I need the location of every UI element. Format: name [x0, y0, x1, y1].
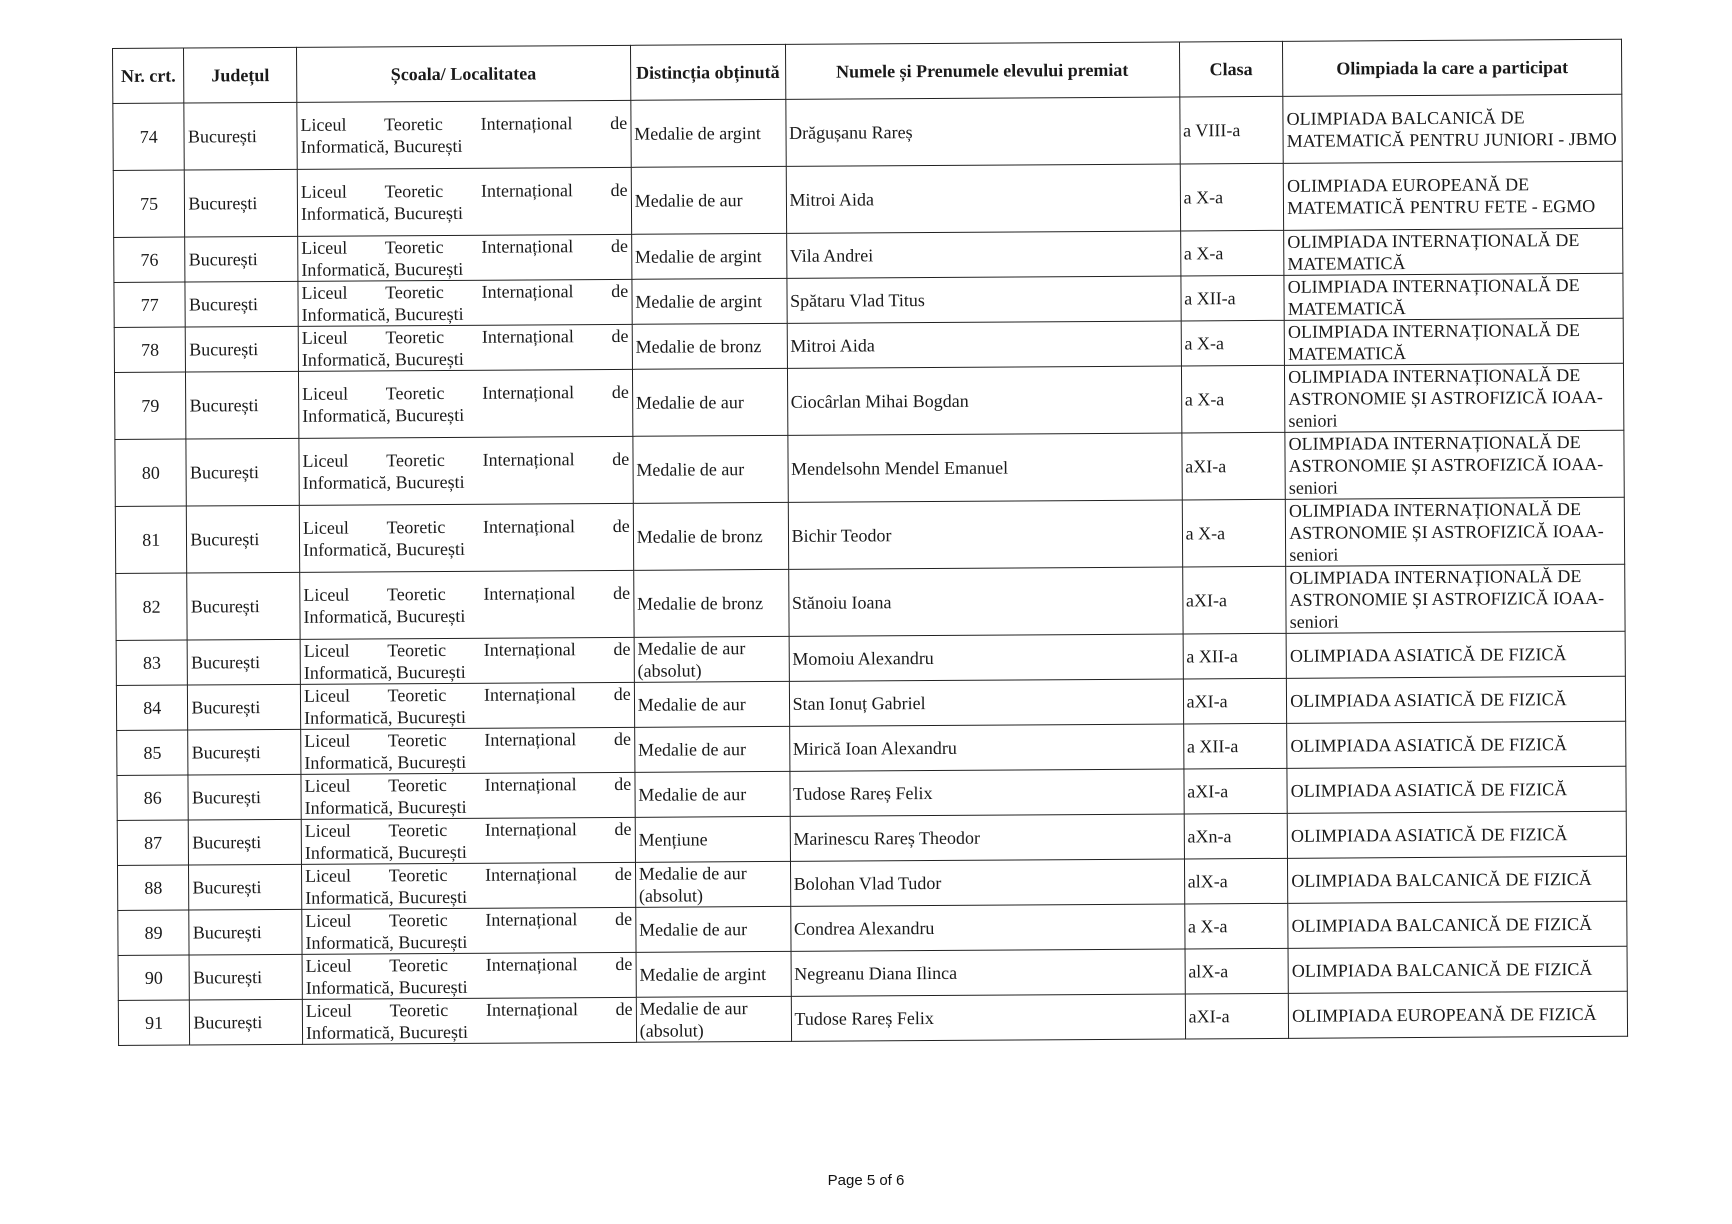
school-line-1	[306, 998, 633, 1022]
cell-nume: Mitroi Aida	[786, 164, 1180, 233]
cell-scoala	[298, 234, 632, 281]
school-word-2: Teoretic	[389, 999, 449, 1021]
table-body	[113, 94, 1628, 1045]
cell-judet: București	[189, 819, 302, 865]
school-word-1: Liceul	[302, 383, 349, 404]
cell-clasa: a XII-a	[1181, 275, 1285, 321]
school-word-3: Internațional	[481, 281, 574, 302]
school-word-1: Liceul	[301, 327, 348, 348]
cell-nr: 83	[116, 640, 188, 685]
cell-clasa: aXn-a	[1184, 813, 1288, 859]
cell-distinctia: Medalie de aur	[632, 368, 787, 436]
cell-judet: București	[189, 954, 302, 1000]
school-word-1: Liceul	[302, 450, 349, 471]
school-word-3: Internațional	[485, 909, 578, 930]
school-word-3: Internațional	[482, 382, 575, 403]
cell-scoala	[302, 997, 636, 1044]
school-line-2: Informatică, București	[305, 1021, 468, 1043]
school-line-1	[302, 448, 629, 472]
school-word-3: Internațional	[482, 516, 576, 537]
school-word-2: Teoretic	[384, 180, 444, 202]
school-word-4: de	[615, 908, 633, 929]
page-number: Page 5 of 6	[827, 1172, 905, 1189]
cell-judet: București	[187, 639, 300, 685]
cell-distinctia: Medalie de aur	[635, 771, 790, 817]
cell-clasa: a XII-a	[1183, 633, 1287, 679]
school-word-2: Teoretic	[389, 954, 449, 976]
cell-olimpiada: OLIMPIADA INTERNAȚIONALĂ DE ASTRONOMIE ȘI ASTROFIZICĂ IOAA-seniori	[1285, 430, 1624, 499]
school-line-1	[302, 381, 629, 405]
cell-clasa: aXI-a	[1184, 768, 1288, 814]
cell-judet: București	[188, 729, 301, 775]
table-row	[115, 430, 1624, 506]
cell-clasa: aXI-a	[1183, 678, 1287, 724]
school-word-3: Internațional	[485, 954, 578, 975]
cell-clasa: a X-a	[1180, 230, 1284, 276]
cell-scoala	[300, 682, 634, 729]
school-line-2: Informatică, București	[305, 931, 468, 953]
school-line-2: Informatică, București	[304, 751, 467, 773]
header-nr: Nr. crt.	[113, 48, 185, 103]
cell-clasa: a X-a	[1182, 499, 1286, 567]
cell-scoala	[298, 324, 632, 371]
cell-distinctia: Medalie de argint	[631, 99, 786, 167]
cell-nume: Ciocârlan Mihai Bogdan	[787, 366, 1181, 435]
cell-clasa: aXI-a	[1185, 993, 1289, 1039]
school-word-4: de	[612, 515, 630, 536]
cell-judet: București	[188, 774, 301, 820]
school-word-3: Internațional	[483, 684, 577, 705]
cell-scoala	[300, 637, 634, 684]
school-line-2: Informatică, București	[300, 202, 463, 224]
cell-judet: București	[187, 505, 300, 573]
school-line-1	[304, 683, 631, 707]
school-word-1: Liceul	[303, 685, 350, 706]
school-word-4: de	[613, 638, 631, 659]
cell-clasa: a X-a	[1181, 365, 1285, 433]
cell-nume: Negreanu Diana Ilinca	[791, 949, 1185, 996]
school-line-2: Informatică, București	[305, 976, 468, 998]
cell-nume: Vila Andrei	[786, 231, 1180, 278]
table-header-row	[113, 39, 1622, 103]
cell-nume: Mirică Ioan Alexandru	[789, 724, 1183, 771]
cell-distinctia: Medalie de aur (absolut)	[634, 636, 789, 682]
school-word-1: Liceul	[300, 181, 347, 202]
cell-nr: 90	[118, 955, 190, 1000]
school-line-2: Informatică, București	[303, 605, 466, 627]
cell-judet: București	[186, 371, 299, 439]
cell-olimpiada: OLIMPIADA INTERNAȚIONALĂ DE MATEMATICĂ	[1284, 273, 1623, 320]
cell-distinctia: Medalie de argint	[631, 233, 786, 279]
cell-scoala	[299, 436, 633, 505]
school-line-2: Informatică, București	[302, 471, 465, 493]
cell-olimpiada: OLIMPIADA ASIATICĂ DE FIZICĂ	[1287, 676, 1626, 723]
cell-judet: București	[190, 999, 303, 1045]
cell-olimpiada: OLIMPIADA INTERNAȚIONALĂ DE ASTRONOMIE ȘI ASTROFIZICĂ IOAA-seniori	[1285, 497, 1624, 566]
cell-scoala	[301, 772, 635, 819]
table-row	[116, 564, 1625, 640]
school-word-2: Teoretic	[386, 449, 445, 471]
cell-scoala	[301, 727, 635, 774]
cell-nr: 84	[116, 685, 188, 730]
cell-nr: 78	[114, 327, 186, 372]
school-word-3: Internațional	[483, 583, 576, 604]
school-line-1	[302, 325, 629, 349]
cell-distinctia: Medalie de argint	[632, 278, 787, 324]
cell-distinctia: Medalie de aur	[633, 435, 788, 503]
cell-distinctia: Medalie de aur	[635, 906, 790, 952]
cell-clasa: alX-a	[1185, 948, 1289, 994]
school-word-4: de	[611, 325, 629, 346]
school-word-3: Internațional	[483, 639, 576, 660]
cell-nr: 82	[116, 573, 188, 640]
school-word-4: de	[614, 773, 632, 794]
cell-clasa: a X-a	[1184, 903, 1288, 949]
cell-distinctia: Medalie de bronz	[633, 569, 788, 637]
cell-nume: Drăgușanu Rareș	[785, 97, 1179, 166]
cell-clasa: a XII-a	[1183, 723, 1287, 769]
cell-nume: Mendelsohn Mendel Emanuel	[787, 433, 1181, 502]
school-word-1: Liceul	[303, 584, 350, 605]
cell-nume: Bolohan Vlad Tudor	[790, 859, 1184, 906]
school-word-2: Teoretic	[386, 583, 446, 605]
cell-scoala	[297, 167, 631, 236]
school-line-1	[306, 953, 633, 977]
cell-olimpiada: OLIMPIADA BALCANICĂ DE FIZICĂ	[1288, 856, 1627, 903]
cell-clasa: aXI-a	[1181, 432, 1285, 500]
school-word-4: de	[611, 280, 629, 301]
cell-nr: 75	[113, 170, 185, 237]
cell-olimpiada: OLIMPIADA BALCANICĂ DE FIZICĂ	[1288, 901, 1627, 948]
header-judet: Județul	[184, 47, 297, 103]
table-row	[114, 363, 1623, 439]
cell-distinctia: Medalie de bronz	[632, 323, 787, 369]
cell-clasa: a X-a	[1181, 320, 1285, 366]
school-line-1	[304, 728, 631, 752]
cell-scoala	[300, 570, 634, 639]
school-line-2: Informatică, București	[304, 796, 467, 818]
cell-nume: Mitroi Aida	[787, 321, 1181, 368]
school-line-2: Informatică, București	[301, 303, 464, 325]
school-line-2: Informatică, București	[304, 841, 467, 863]
school-line-2: Informatică, București	[301, 258, 464, 280]
school-word-4: de	[615, 953, 633, 974]
cell-nume: Momoiu Alexandru	[789, 634, 1183, 681]
cell-olimpiada: OLIMPIADA EUROPEANĂ DE MATEMATICĂ PENTRU FETE - EGMO	[1283, 161, 1622, 230]
cell-nr: 91	[118, 1000, 190, 1045]
school-word-1: Liceul	[302, 517, 349, 538]
cell-nume: Bichir Teodor	[788, 500, 1182, 569]
cell-clasa: alX-a	[1184, 858, 1288, 904]
cell-nr: 85	[117, 730, 189, 775]
cell-nr: 76	[114, 237, 186, 282]
school-line-1	[301, 179, 628, 203]
school-word-4: de	[612, 448, 630, 469]
school-word-1: Liceul	[301, 237, 348, 258]
cell-scoala	[298, 369, 632, 438]
cell-nume: Condrea Alexandru	[790, 904, 1184, 951]
cell-olimpiada: OLIMPIADA ASIATICĂ DE FIZICĂ	[1286, 631, 1625, 678]
cell-olimpiada: OLIMPIADA INTERNAȚIONALĂ DE MATEMATICĂ	[1284, 228, 1623, 275]
school-line-1	[305, 863, 632, 887]
cell-olimpiada: OLIMPIADA ASIATICĂ DE FIZICĂ	[1287, 766, 1626, 813]
header-olimpiada: Olimpiada la care a participat	[1283, 39, 1622, 96]
cell-nume: Spătaru Vlad Titus	[786, 276, 1180, 323]
school-word-3: Internațional	[481, 326, 574, 347]
school-line-1	[301, 280, 628, 304]
school-line-1	[300, 112, 627, 136]
school-word-1: Liceul	[300, 114, 347, 135]
cell-judet: București	[186, 438, 299, 506]
school-word-2: Teoretic	[388, 774, 447, 796]
school-word-3: Internațional	[485, 864, 578, 885]
table-row	[115, 497, 1624, 573]
school-word-1: Liceul	[304, 820, 351, 841]
school-word-2: Teoretic	[384, 236, 444, 258]
school-line-2: Informatică, București	[303, 661, 466, 683]
table-row	[118, 991, 1627, 1045]
school-line-2: Informatică, București	[301, 348, 464, 370]
cell-nr: 80	[115, 439, 187, 506]
cell-distinctia: Medalie de aur (absolut)	[635, 861, 790, 907]
school-word-4: de	[613, 683, 631, 704]
school-word-1: Liceul	[305, 1000, 352, 1021]
cell-clasa: a VIII-a	[1179, 96, 1283, 164]
cell-judet: București	[185, 236, 298, 282]
school-word-4: de	[610, 235, 629, 256]
cell-nr: 87	[117, 820, 189, 865]
school-line-1	[303, 515, 630, 539]
school-word-3: Internațional	[485, 999, 578, 1020]
school-word-2: Teoretic	[385, 281, 444, 303]
cell-scoala	[302, 952, 636, 999]
school-word-4: de	[611, 381, 629, 402]
school-line-1	[305, 818, 632, 842]
header-distinctia: Distincția obținută	[630, 44, 785, 100]
school-word-2: Teoretic	[384, 113, 443, 135]
cell-olimpiada: OLIMPIADA ASIATICĂ DE FIZICĂ	[1287, 721, 1626, 768]
cell-distinctia: Medalie de aur	[634, 726, 789, 772]
document-page	[112, 39, 1628, 1046]
school-word-1: Liceul	[305, 955, 352, 976]
cell-judet: București	[185, 169, 298, 237]
school-word-2: Teoretic	[387, 684, 447, 706]
cell-nr: 77	[114, 282, 186, 327]
school-line-1	[301, 235, 628, 259]
school-word-1: Liceul	[305, 910, 352, 931]
cell-scoala	[302, 907, 636, 954]
school-word-1: Liceul	[304, 775, 351, 796]
awards-table	[112, 39, 1628, 1046]
cell-distinctia: Medalie de aur (absolut)	[636, 996, 791, 1042]
cell-judet: București	[188, 684, 301, 730]
school-word-1: Liceul	[301, 282, 348, 303]
school-word-3: Internațional	[482, 449, 575, 470]
school-line-2: Informatică, București	[302, 404, 465, 426]
cell-nr: 74	[113, 103, 185, 170]
school-word-2: Teoretic	[388, 909, 448, 931]
school-word-2: Teoretic	[385, 382, 445, 404]
cell-nr: 79	[114, 372, 186, 439]
cell-scoala	[301, 862, 635, 909]
cell-scoala	[301, 817, 635, 864]
header-nume: Numele și Prenumele elevului premiat	[785, 42, 1179, 99]
school-word-4: de	[613, 582, 631, 603]
school-line-1	[303, 582, 630, 606]
cell-judet: București	[189, 909, 302, 955]
cell-scoala	[299, 503, 633, 572]
cell-scoala	[298, 279, 632, 326]
cell-judet: București	[184, 102, 297, 170]
header-clasa: Clasa	[1179, 41, 1283, 97]
school-line-2: Informatică, București	[305, 886, 468, 908]
cell-judet: București	[187, 572, 300, 640]
school-word-4: de	[614, 863, 632, 884]
cell-nume: Marinescu Rareș Theodor	[790, 814, 1184, 861]
school-word-1: Liceul	[303, 640, 350, 661]
header-scoala: Școala/ Localitatea	[296, 45, 630, 102]
school-word-3: Internațional	[480, 180, 573, 201]
school-word-2: Teoretic	[387, 639, 447, 661]
cell-distinctia: Medalie de bronz	[633, 502, 788, 570]
cell-judet: București	[186, 326, 299, 372]
school-line-1	[304, 638, 631, 662]
school-word-2: Teoretic	[388, 864, 448, 886]
school-word-1: Liceul	[304, 865, 352, 886]
cell-olimpiada: OLIMPIADA EUROPEANĂ DE FIZICĂ	[1288, 991, 1627, 1038]
school-word-2: Teoretic	[385, 326, 445, 348]
table-row	[113, 161, 1622, 237]
cell-distinctia: Medalie de aur	[634, 681, 789, 727]
cell-judet: București	[185, 281, 298, 327]
cell-nume: Tudose Rareș Felix	[791, 994, 1185, 1041]
school-word-2: Teoretic	[386, 516, 446, 538]
school-line-2: Informatică, București	[304, 706, 467, 728]
school-word-3: Internațional	[481, 236, 574, 257]
cell-olimpiada: OLIMPIADA INTERNAȚIONALĂ DE MATEMATICĂ	[1284, 318, 1623, 365]
school-word-4: de	[610, 179, 628, 200]
cell-nr: 88	[117, 865, 189, 910]
cell-distinctia: Medalie de aur	[631, 166, 786, 234]
cell-olimpiada: OLIMPIADA BALCANICĂ DE MATEMATICĂ PENTRU JUNIORI - JBMO	[1283, 94, 1622, 163]
cell-distinctia: Medalie de argint	[636, 951, 791, 997]
cell-nume: Tudose Rareș Felix	[789, 769, 1183, 816]
cell-nr: 89	[118, 910, 190, 955]
cell-nr: 81	[115, 506, 187, 573]
school-word-1: Liceul	[304, 730, 351, 751]
table-row	[113, 94, 1622, 170]
school-line-1	[304, 773, 631, 797]
cell-olimpiada: OLIMPIADA INTERNAȚIONALĂ DE ASTRONOMIE ȘI ASTROFIZICĂ IOAA-seniori	[1286, 564, 1625, 633]
school-line-1	[305, 908, 632, 932]
cell-clasa: a X-a	[1180, 163, 1284, 231]
cell-scoala	[297, 100, 631, 169]
cell-olimpiada: OLIMPIADA INTERNAȚIONALĂ DE ASTRONOMIE ȘI ASTROFIZICĂ IOAA-seniori	[1285, 363, 1624, 432]
cell-olimpiada: OLIMPIADA ASIATICĂ DE FIZICĂ	[1287, 811, 1626, 858]
school-word-3: Internațional	[484, 729, 577, 750]
school-word-3: Internațional	[484, 774, 577, 795]
school-word-3: Internațional	[480, 113, 573, 134]
cell-distinctia: Mențiune	[635, 816, 790, 862]
school-line-2: Informatică, București	[302, 538, 466, 560]
cell-olimpiada: OLIMPIADA BALCANICĂ DE FIZICĂ	[1288, 946, 1627, 993]
cell-nume: Stănoiu Ioana	[788, 567, 1182, 636]
school-word-4: de	[615, 998, 633, 1019]
school-word-4: de	[610, 112, 628, 133]
school-word-2: Teoretic	[387, 729, 447, 751]
school-word-3: Internațional	[484, 819, 577, 840]
cell-clasa: aXI-a	[1182, 566, 1286, 634]
cell-judet: București	[189, 864, 302, 910]
cell-nume: Stan Ionuț Gabriel	[789, 679, 1183, 726]
school-word-2: Teoretic	[388, 819, 448, 841]
school-word-4: de	[613, 728, 632, 749]
school-line-2: Informatică, București	[300, 135, 463, 157]
school-word-4: de	[614, 818, 632, 839]
cell-nr: 86	[117, 775, 189, 820]
